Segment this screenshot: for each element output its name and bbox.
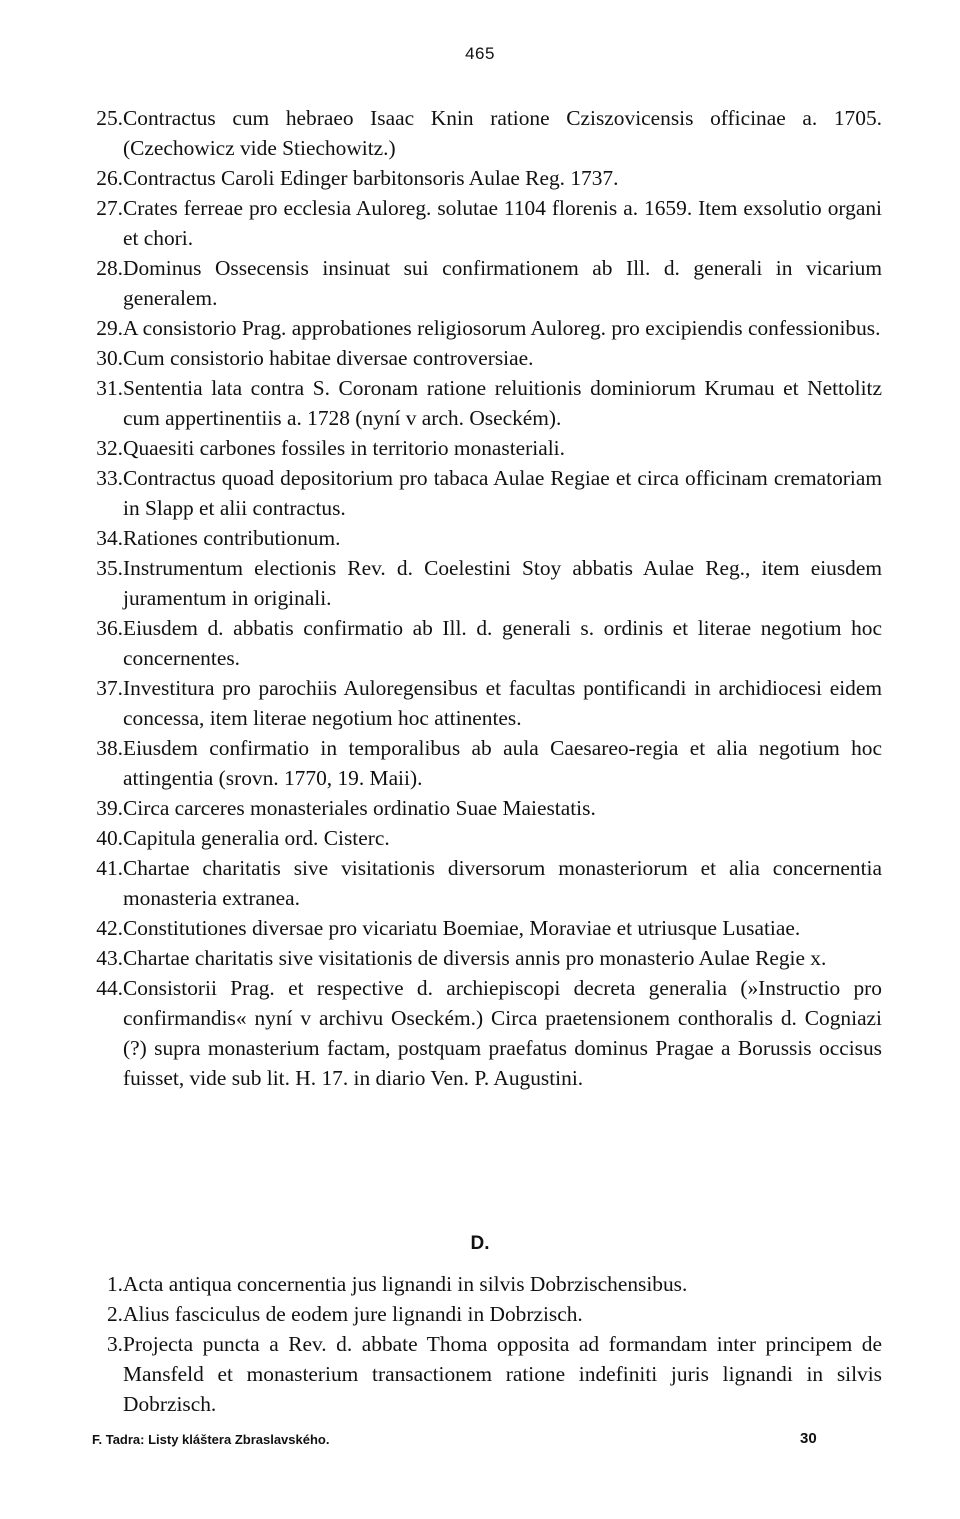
item-text: Chartae charitatis sive visitationis diversorum monasteriorum et alia concernentia monasteria extranea.	[123, 856, 882, 910]
item-text: Instrumentum electionis Rev. d. Coelestini Stoy abbatis Aulae Reg., item eiusdem juramentum in originali.	[123, 556, 882, 610]
list-item	[70, 673, 882, 733]
item-text: Sententia lata contra S. Coronam ratione reluitionis dominiorum Krumau et Nettolitz cum appertinentiis a. 1728 (nyní v arch. Oseckém).	[123, 376, 882, 430]
item-number: 34.	[96, 526, 123, 550]
item-text: Contractus Caroli Edinger barbitonsoris Aulae Reg. 1737.	[123, 166, 619, 190]
item-text: Contractus quoad depositorium pro tabaca Aulae Regiae et circa officinam crematoriam in Slapp et alii contractus.	[123, 466, 882, 520]
item-text: Eiusdem confirmatio in temporalibus ab aula Caesareo-regia et alia negotium hoc attingentia (srovn. 1770, 19. Maii).	[123, 736, 882, 790]
list-item	[70, 1329, 882, 1419]
item-number: 39.	[96, 796, 123, 820]
list-item	[70, 163, 882, 193]
item-number: 44.	[96, 976, 123, 1000]
item-number: 42.	[96, 916, 123, 940]
item-number: 27.	[96, 196, 123, 220]
section-entry-list	[70, 1269, 882, 1419]
list-item	[70, 343, 882, 373]
list-item	[70, 973, 882, 1093]
list-item	[70, 103, 882, 163]
item-number: 3.	[106, 1332, 123, 1356]
list-item	[70, 913, 882, 943]
item-text: Eiusdem d. abbatis confirmatio ab Ill. d. generali s. ordinis et literae negotium hoc concernentes.	[123, 616, 882, 670]
item-number: 40.	[96, 826, 123, 850]
item-number: 29.	[96, 316, 123, 340]
item-number: 33.	[96, 466, 123, 490]
list-item	[70, 433, 882, 463]
item-text: Circa carceres monasteriales ordinatio Suae Maiestatis.	[123, 796, 596, 820]
item-text: Projecta puncta a Rev. d. abbate Thoma opposita ad formandam inter principem de Mansfeld et monasterium transactionem ratione indefiniti juris lignandi in silvis Dobrzisch.	[123, 1332, 882, 1416]
item-number: 43.	[96, 946, 123, 970]
item-number: 2.	[106, 1302, 123, 1326]
item-number: 32.	[96, 436, 123, 460]
item-text: Quaesiti carbones fossiles in territorio monasteriali.	[123, 436, 565, 460]
item-text: Acta antiqua concernentia jus lignandi in silvis Dobrzischensibus.	[123, 1272, 688, 1296]
item-text: Consistorii Prag. et respective d. archiepiscopi decreta generalia (»Instructio pro confirmandis« nyní v archivu Oseckém.) Circa praetensionem conthoralis d. Cogniazi (?) supra monasterium factam, postquam praefatus dominus Pragae a Borussis occisus fuisset, vide sub lit. H. 17. in diario Ven. P. Augustini.	[123, 976, 882, 1090]
list-item	[70, 823, 882, 853]
item-number: 26.	[96, 166, 123, 190]
list-item	[70, 793, 882, 823]
item-number: 25.	[96, 106, 123, 130]
list-item	[70, 313, 882, 343]
item-number: 37.	[96, 676, 123, 700]
item-text: Investitura pro parochiis Auloregensibus et facultas pontificandi in archidiocesi eidem concessa, item literae negotium hoc attinentes.	[123, 676, 882, 730]
list-item	[70, 553, 882, 613]
item-number: 1.	[106, 1272, 123, 1296]
list-item	[70, 253, 882, 313]
item-text: Chartae charitatis sive visitationis de diversis annis pro monasterio Aulae Regie x.	[123, 946, 827, 970]
list-item	[70, 463, 882, 523]
item-number: 41.	[96, 856, 123, 880]
item-text: Capitula generalia ord. Cisterc.	[123, 826, 390, 850]
list-item	[70, 373, 882, 433]
page-number: 465	[465, 44, 495, 63]
item-text: Contractus cum hebraeo Isaac Knin ratione Cziszovicensis officinae a. 1705. (Czechowicz vide Stiechowitz.)	[123, 106, 882, 160]
list-item	[70, 613, 882, 673]
item-number: 35.	[96, 556, 123, 580]
item-number: 36.	[96, 616, 123, 640]
item-text: Dominus Ossecensis insinuat sui confirmationem ab Ill. d. generali in vicarium generalem.	[123, 256, 882, 310]
list-item	[70, 1269, 882, 1299]
section-heading: D.	[470, 1233, 490, 1254]
item-text: Cum consistorio habitae diversae controversiae.	[123, 346, 534, 370]
item-number: 28.	[96, 256, 123, 280]
list-item	[70, 853, 882, 913]
item-number: 31.	[96, 376, 123, 400]
list-item	[70, 193, 882, 253]
list-item	[70, 1299, 882, 1329]
item-text: Rationes contributionum.	[123, 526, 341, 550]
entry-list	[70, 103, 882, 1093]
list-item	[70, 943, 882, 973]
signature-mark: 30	[800, 1430, 817, 1447]
item-number: 38.	[96, 736, 123, 760]
item-text: Crates ferreae pro ecclesia Auloreg. solutae 1104 florenis a. 1659. Item exsolutio organi et chori.	[123, 196, 882, 250]
footer-source: F. Tadra: Listy kláštera Zbraslavského.	[92, 1432, 330, 1447]
list-item	[70, 733, 882, 793]
list-item	[70, 523, 882, 553]
item-text: A consistorio Prag. approbationes religiosorum Auloreg. pro excipiendis confessionibus.	[123, 316, 881, 340]
item-text: Alius fasciculus de eodem jure lignandi in Dobrzisch.	[123, 1302, 583, 1326]
item-number: 30.	[96, 346, 123, 370]
item-text: Constitutiones diversae pro vicariatu Boemiae, Moraviae et utriusque Lusatiae.	[123, 916, 801, 940]
